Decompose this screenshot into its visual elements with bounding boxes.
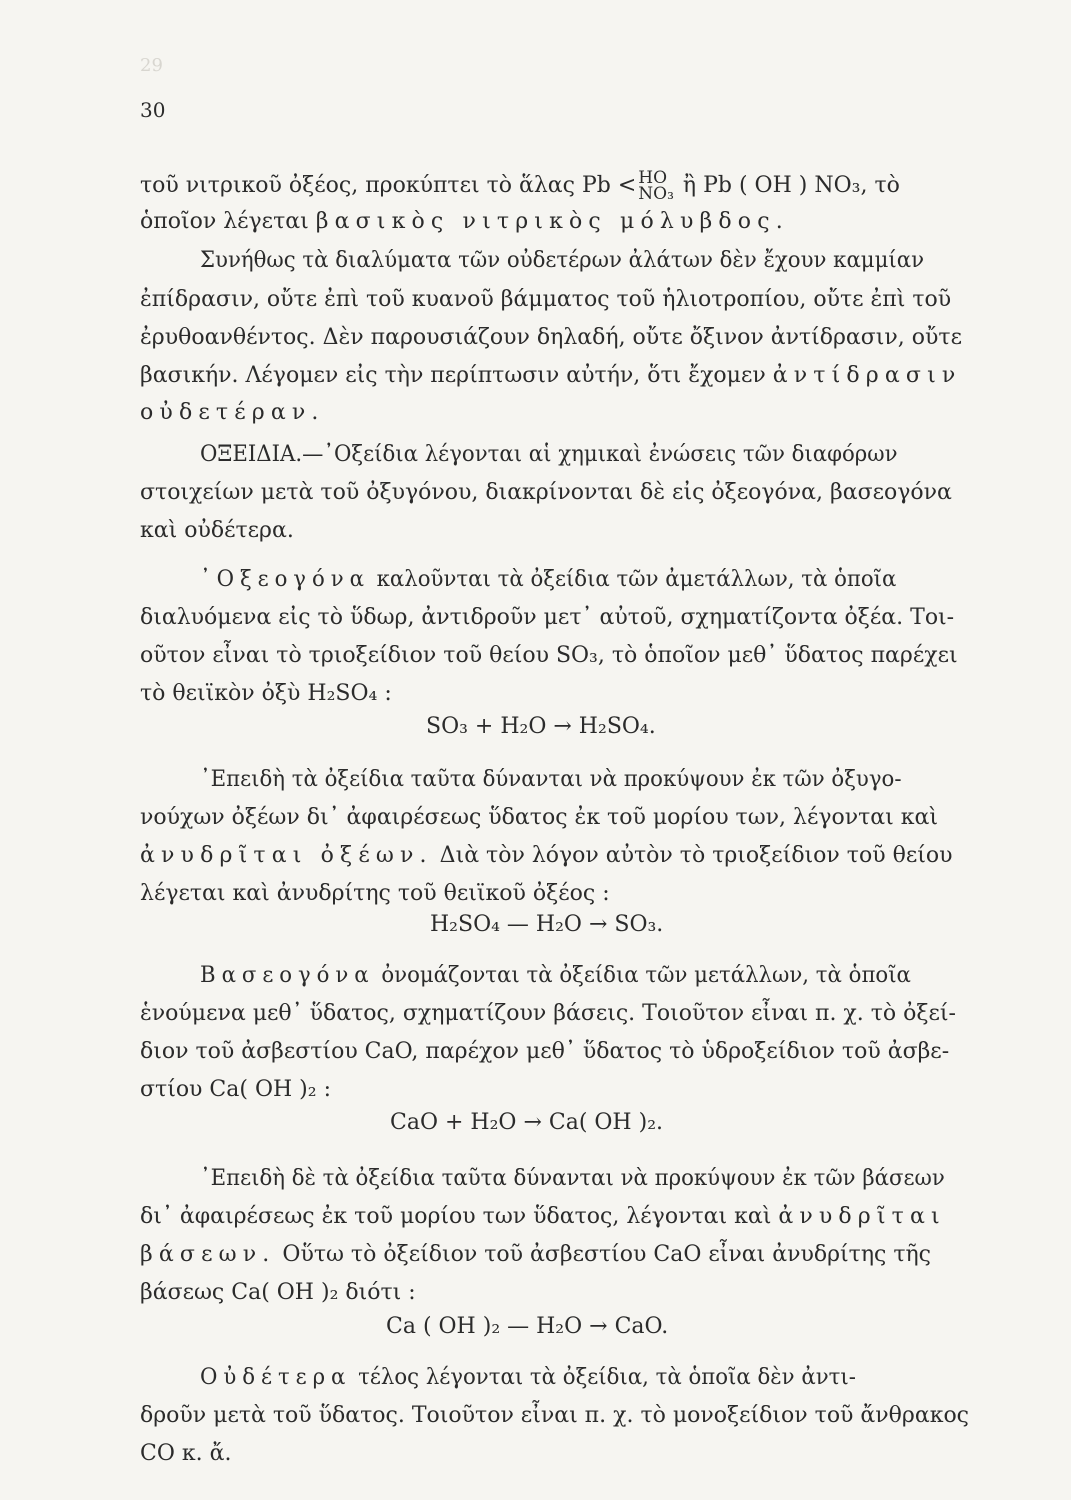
text-segment: Διὰ τὸν λόγον αὐτὸν τὸ τριοξείδιον τοῦ θείου xyxy=(432,843,953,868)
text-line: στίου Ca( OH )₂ : xyxy=(140,1077,331,1102)
spaced-term: ᾿Οξεογόνα xyxy=(200,567,370,592)
chemical-equation: CaO + H₂O → Ca( OH )₂. xyxy=(390,1110,664,1135)
text-line: δροῦν μετὰ τοῦ ὕδατος. Τοιοῦτον εἶναι π. χ. τὸ μονοξείδιον τοῦ ἄνθρακος xyxy=(140,1403,970,1428)
chemical-equation: Ca ( OH )₂ — H₂O → CaO. xyxy=(386,1314,669,1339)
text-line xyxy=(140,1204,1000,1229)
section-heading-line: ΟΞΕΙΔΙΑ.—᾿Οξείδια λέγονται αἱ χημικαὶ ἐνώσεις τῶν διαφόρων xyxy=(200,442,898,467)
text-line: διον τοῦ ἀσβεστίου CaO, παρέχον μεθ᾿ ὕδατος τὸ ὑδροξείδιον τοῦ ἀσβε- xyxy=(140,1039,950,1064)
spaced-term-line: οὐδετέραν. xyxy=(140,400,325,425)
text-line: στοιχείων μετὰ τοῦ ὀξυγόνου, διακρίνονται δὲ εἰς ὀξεογόνα, βασεογόνα xyxy=(140,480,952,505)
text-line xyxy=(200,1365,1031,1390)
fraction-bottom: NO₃ xyxy=(638,184,674,205)
text-line: διαλυόμενα εἰς τὸ ὕδωρ, ἀντιδροῦν μετ᾿ αὐτοῦ, σχηματίζοντα ὀξέα. Τοι- xyxy=(140,605,955,630)
text-line xyxy=(140,1242,1000,1267)
text-line: οῦτον εἶναι τὸ τριοξείδιον τοῦ θείου SO₃, τὸ ὁποῖον μεθ᾿ ὕδατος παρέχει xyxy=(140,643,958,668)
spaced-term: βασικὸς νιτρικὸς μόλυβδος. xyxy=(315,209,789,234)
text-segment: Οὕτω τὸ ὀξείδιον τοῦ ἀσβεστίου CaO εἶναι ἀνυδρίτης τῆς xyxy=(275,1242,932,1267)
spaced-term: Οὐδέτερα xyxy=(200,1365,352,1390)
text-line: ᾿Επειδὴ δὲ τὰ ὀξείδια ταῦτα δύνανται νὰ προκύψουν ἐκ τῶν βάσεων xyxy=(200,1166,945,1191)
formula-fraction xyxy=(638,168,674,205)
fraction-top: HO xyxy=(638,168,668,188)
text-line xyxy=(200,963,1031,988)
text-segment: τέλος λέγονται τὰ ὀξείδια, τὰ ὁποῖα δὲν ἀντι- xyxy=(351,1365,856,1390)
spaced-term: ἀντίδρασιν xyxy=(772,363,962,388)
text-segment: ὁποῖον λέγεται xyxy=(140,209,316,234)
text-line: λέγεται καὶ ἀνυδρίτης τοῦ θειϊκοῦ ὀξέος : xyxy=(140,881,610,906)
text-line: νούχων ὀξέων δι᾿ ἀφαιρέσεως ὕδατος ἐκ τοῦ μορίου των, λέγονται καὶ xyxy=(140,805,939,830)
text-segment: δι᾿ ἀφαιρέσεως ἐκ τοῦ μορίου των ὕδατος, λέγονται καὶ xyxy=(140,1204,779,1229)
text-line: ἑνούμενα μεθ᾿ ὕδατος, σχηματίζουν βάσεις. Τοιοῦτον εἶναι π. χ. τὸ ὀξεί- xyxy=(140,1001,956,1026)
text-line: τὸ θειϊκὸν ὀξὺ H₂SO₄ : xyxy=(140,681,392,706)
text-line xyxy=(140,209,1000,234)
chemical-equation: SO₃ + H₂O → H₂SO₄. xyxy=(426,714,656,739)
text-line: ἐρυθοανθέντος. Δὲν παρουσιάζουν δηλαδή, οὔτε ὄξινον ἀντίδρασιν, οὔτε xyxy=(140,325,962,350)
chemical-equation: H₂SO₄ — H₂O → SO₃. xyxy=(430,912,664,937)
text-segment: ἢ Pb ( OH ) NO₃, τὸ xyxy=(675,173,900,199)
text-line xyxy=(140,843,1000,868)
text-line xyxy=(140,363,1000,388)
text-segment: τοῦ νιτρικοῦ ὀξέος, προκύπτει τὸ ἅλας Pb < xyxy=(140,173,637,199)
text-line: Συνήθως τὰ διαλύματα τῶν οὐδετέρων ἀλάτων δὲν ἔχουν καμμίαν xyxy=(200,248,925,273)
page-number: 30 xyxy=(140,98,166,122)
spaced-term: Βασεογόνα xyxy=(200,963,375,988)
spaced-term: βάσεων. xyxy=(140,1242,276,1267)
ghost-page-number: 29 xyxy=(140,55,163,76)
text-segment: βασικήν. Λέγομεν εἰς τὴν περίπτωσιν αὐτήν, ὅτι ἔχομεν xyxy=(140,363,773,388)
text-line: ᾿Επειδὴ τὰ ὀξείδια ταῦτα δύνανται νὰ προκύψουν ἐκ τῶν ὀξυγο- xyxy=(200,767,902,792)
text-line: CO κ. ἄ. xyxy=(140,1441,232,1466)
text-line: καὶ οὐδέτερα. xyxy=(140,518,294,543)
text-segment: ὀνομάζονται τὰ ὀξείδια τῶν μετάλλων, τὰ ὁποῖα xyxy=(374,963,911,988)
text-segment: καλοῦνται τὰ ὀξείδια τῶν ἀμετάλλων, τὰ ὁποῖα xyxy=(369,567,897,592)
spaced-term: ἀνυδρῖται ὀξέων. xyxy=(140,843,433,868)
text-line: ἐπίδρασιν, οὔτε ἐπὶ τοῦ κυανοῦ βάμματος τοῦ ἡλιοτροπίου, οὔτε ἐπὶ τοῦ xyxy=(140,287,952,312)
text-line: βάσεως Ca( OH )₂ διότι : xyxy=(140,1280,416,1305)
spaced-term: ἀνυδρῖται xyxy=(778,1204,946,1229)
text-line xyxy=(200,567,1031,592)
text-line xyxy=(140,168,1000,205)
